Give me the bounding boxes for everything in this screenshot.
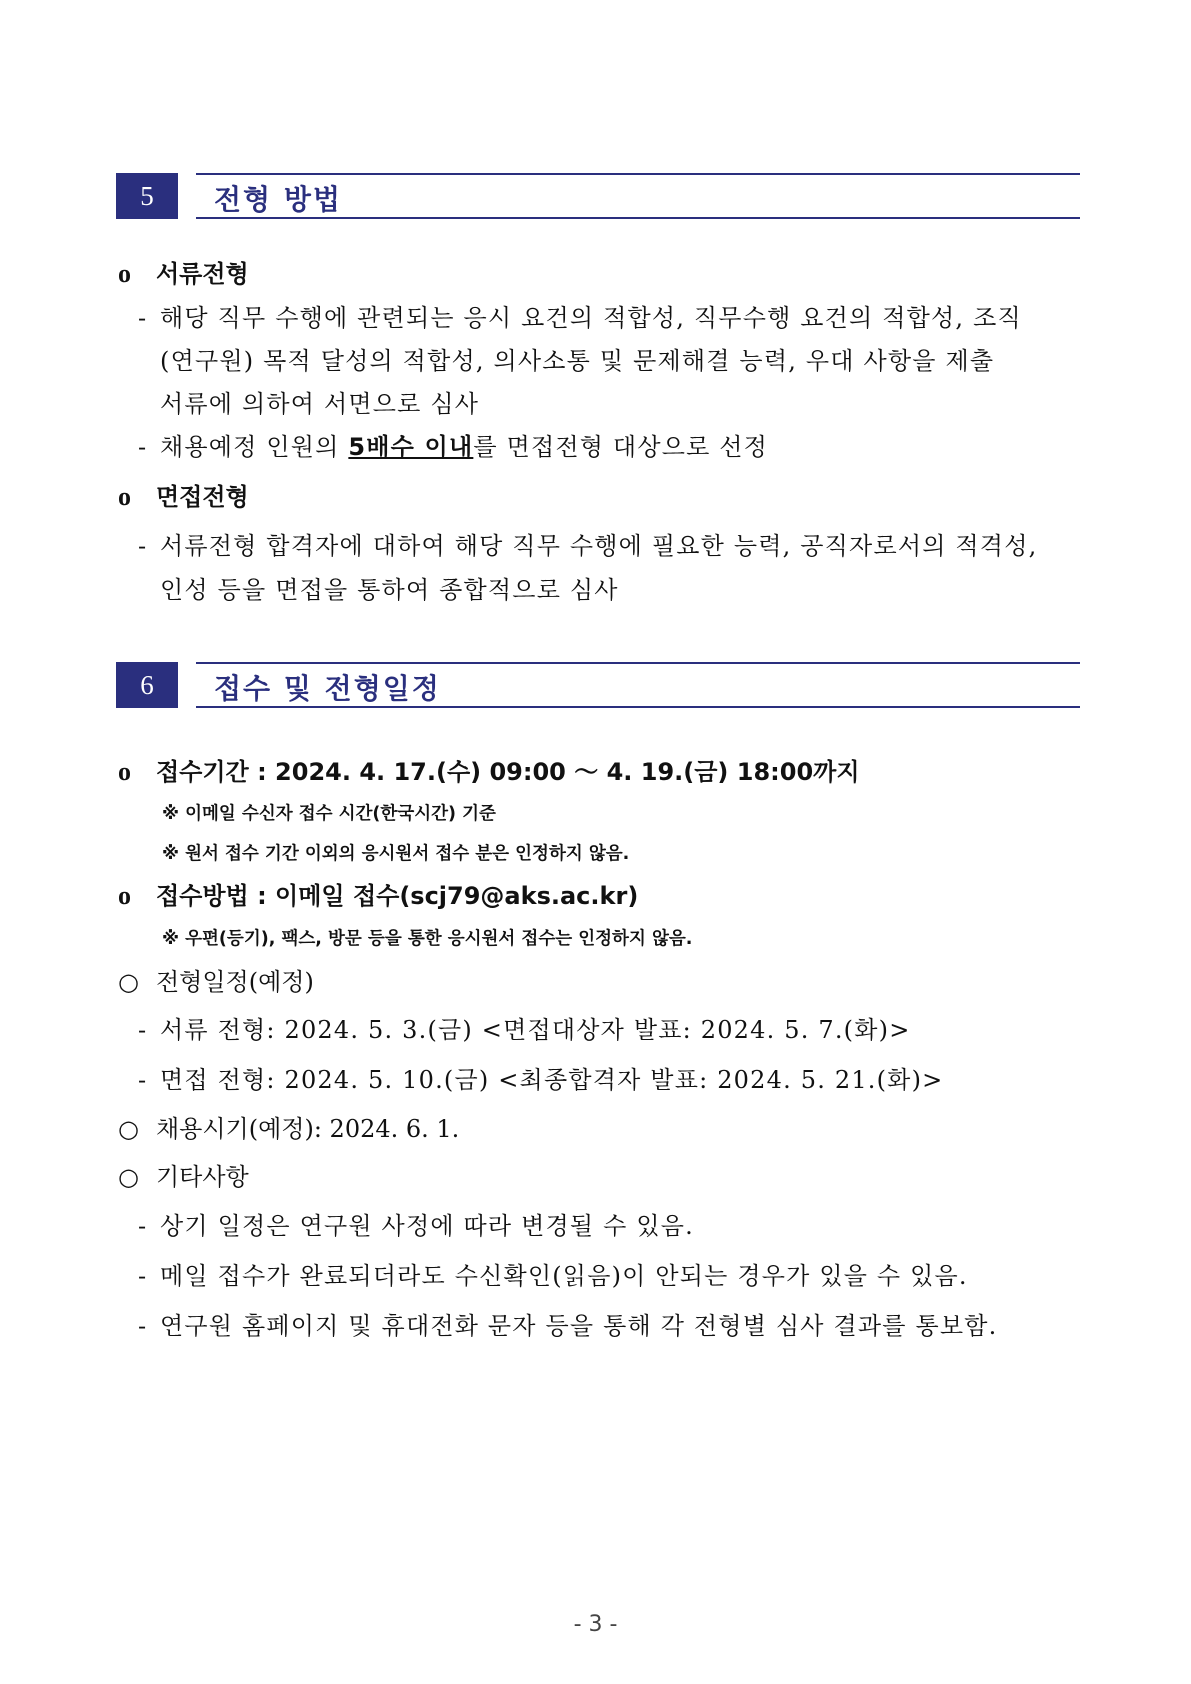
- text-line: [138, 1306, 997, 1341]
- text-line: [138, 526, 1037, 561]
- bullet-hire-date: [118, 1109, 459, 1144]
- dash-marker: -: [138, 1066, 148, 1094]
- bullet-application-period: [118, 752, 860, 787]
- text-line: [138, 1256, 968, 1291]
- section-6-header: [116, 662, 1080, 708]
- text-line: 서류에 의하여 서면으로 심사: [160, 390, 480, 418]
- section-number: 5: [116, 173, 178, 219]
- text-line: [138, 1060, 943, 1095]
- text-line: [138, 298, 1022, 333]
- dash-marker: -: [138, 433, 148, 461]
- text-line: [138, 1010, 911, 1045]
- text-line: 인성 등을 면접을 통하여 종합적으로 심사: [160, 576, 619, 604]
- text: 채용예정 인원의: [160, 433, 349, 461]
- bullet-marker: o: [118, 259, 131, 288]
- emphasis-text: 5배수 이내: [348, 433, 474, 461]
- dash-marker: -: [138, 1016, 148, 1044]
- text-line: [138, 1206, 694, 1241]
- text: 메일 접수가 완료되더라도 수신확인(읽음)이 안되는 경우가 있을 수 있음.: [160, 1262, 968, 1290]
- bullet-document-screening: [118, 254, 249, 289]
- bullet-application-method: [118, 876, 638, 911]
- section-title: 전형 방법: [214, 183, 342, 216]
- note-line: ※ 이메일 수신자 접수 시간(한국시간) 기준: [162, 804, 496, 824]
- bullet-marker: ○: [118, 1163, 139, 1191]
- bullet-marker: o: [118, 757, 131, 786]
- dash-marker: -: [138, 1212, 148, 1240]
- text-line: [138, 427, 768, 462]
- header-rule-top: [196, 662, 1080, 664]
- text: 해당 직무 수행에 관련되는 응시 요건의 적합성, 직무수행 요건의 적합성, 조직: [160, 304, 1022, 332]
- dash-marker: -: [138, 1262, 148, 1290]
- dash-marker: -: [138, 304, 148, 332]
- bullet-marker: o: [118, 482, 131, 511]
- bullet-etc: [118, 1157, 249, 1192]
- bullet-marker: o: [118, 881, 131, 910]
- bullet-marker: ○: [118, 1115, 139, 1143]
- bullet-schedule: [118, 962, 314, 997]
- dash-marker: -: [138, 1312, 148, 1340]
- bullet-interview-screening: [118, 477, 249, 512]
- note-line: ※ 원서 접수 기간 이외의 응시원서 접수 분은 인정하지 않음.: [162, 844, 630, 864]
- bullet-label: 기타사항: [156, 1163, 249, 1191]
- bullet-label: 채용시기(예정): 2024. 6. 1.: [156, 1115, 460, 1143]
- note-line: ※ 우편(등기), 팩스, 방문 등을 통한 응시원서 접수는 인정하지 않음.: [162, 929, 693, 949]
- section-number: 6: [116, 662, 178, 708]
- text: 서류전형 합격자에 대하여 해당 직무 수행에 필요한 능력, 공직자로서의 적격성,: [160, 532, 1038, 560]
- bullet-marker: ○: [118, 968, 139, 996]
- text: 면접 전형: 2024. 5. 10.(금) <최종합격자 발표: 2024. 5. 21.(화)>: [160, 1066, 944, 1094]
- text: 서류 전형: 2024. 5. 3.(금) <면접대상자 발표: 2024. 5. 7.(화)>: [160, 1016, 911, 1044]
- text: 상기 일정은 연구원 사정에 따라 변경될 수 있음.: [160, 1212, 694, 1240]
- header-rule-top: [196, 173, 1080, 175]
- bullet-label: 접수기간 : 2024. 4. 17.(수) 09:00 ～ 4. 19.(금) 18:00까지: [156, 758, 860, 786]
- section-5-header: [116, 173, 1080, 219]
- text: 를 면접전형 대상으로 선정: [473, 433, 769, 461]
- bullet-label: 전형일정(예정): [156, 968, 314, 996]
- text-line: (연구원) 목적 달성의 적합성, 의사소통 및 문제해결 능력, 우대 사항을 제출: [160, 347, 995, 375]
- page-number: - 3 -: [573, 1612, 618, 1637]
- text: 연구원 홈페이지 및 휴대전화 문자 등을 통해 각 전형별 심사 결과를 통보함.: [160, 1312, 998, 1340]
- dash-marker: -: [138, 532, 148, 560]
- section-title: 접수 및 전형일정: [214, 672, 441, 705]
- bullet-label: 면접전형: [156, 483, 249, 511]
- bullet-label: 접수방법 : 이메일 접수(scj79@aks.ac.kr): [156, 882, 639, 910]
- bullet-label: 서류전형: [156, 260, 249, 288]
